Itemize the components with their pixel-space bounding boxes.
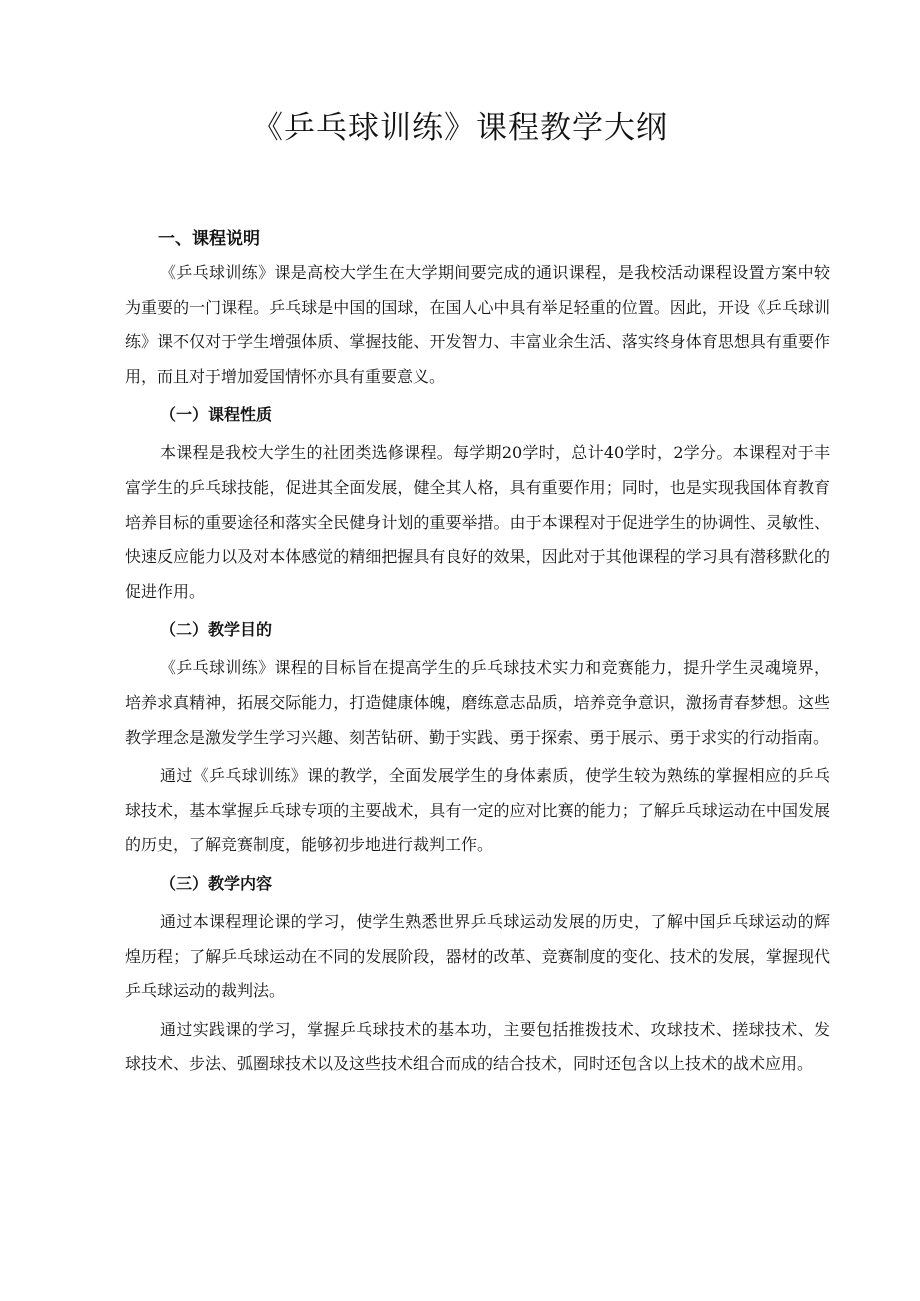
section-heading-course-description: 一、课程说明 xyxy=(158,229,260,249)
course-nature-paragraph: 本课程是我校大学生的社团类选修课程。每学期20学时，总计40学时，2学分。本课程对于丰富学生的乒乓球技能，促进其全面发展，健全其人格，具有重要作用；同时，也是实现我国体育教育培养目标的重要途径和落实全民健身计划的重要举措。由于本课程对于促进学生的协调性、灵敏性、快速反应能力以及对本体感觉的精细把握具有良好的效果，因此对于其他课程的学习具有潜移默化的促进作用。 xyxy=(125,443,830,601)
subsection-heading-teaching-content: （三）教学内容 xyxy=(160,873,273,893)
document-title: 《乒乓球训练》课程教学大纲 xyxy=(252,110,668,146)
document-body xyxy=(125,222,830,1086)
teaching-purpose-paragraph-2: 通过《乒乓球训练》课的教学，全面发展学生的身体素质，使学生较为熟练的掌握相应的乒乓球技术，基本掌握乒乓球专项的主要战术，具有一定的应对比赛的能力；了解乒乓球运动在中国发展的历史，了解竞赛制度，能够初步地进行裁判工作。 xyxy=(125,766,830,855)
teaching-content-paragraph-2: 通过实践课的学习，掌握乒乓球技术的基本功，主要包括推拨技术、攻球技术、搓球技术、发球技术、步法、弧圈球技术以及这些技术组合而成的结合技术，同时还包含以上技术的战术应用。 xyxy=(125,1019,830,1074)
teaching-purpose-paragraph-1: 《乒乓球训练》课程的目标旨在提高学生的乒乓球技术实力和竞赛能力，提升学生灵魂境界，培养求真精神，拓展交际能力，打造健康体魄，磨练意志品质，培养竞争意识，激扬青春梦想。这些教学理念是激发学生学习兴趣、刻苦钻研、勤于实践、勇于探索、勇于展示、勇于求实的行动指南。 xyxy=(125,658,830,747)
course-description-paragraph: 《乒乓球训练》课是高校大学生在大学期间要完成的通识课程，是我校活动课程设置方案中较为重要的一门课程。乒乓球是中国的国球，在国人心中具有举足轻重的位置。因此，开设《乒乓球训练》课不仅对于学生增强体质、掌握技能、开发智力、丰富业余生活、落实终身体育思想具有重要作用，而且对于增加爱国情怀亦具有重要意义。 xyxy=(125,263,830,386)
subsection-heading-course-nature: （一）课程性质 xyxy=(160,405,273,425)
teaching-content-paragraph-1: 通过本课程理论课的学习，使学生熟悉世界乒乓球运动发展的历史，了解中国乒乓球运动的辉煌历程；了解乒乓球运动在不同的发展阶段，器材的改革、竞赛制度的变化、技术的发展，掌握现代乒乓球运动的裁判法。 xyxy=(125,911,830,1001)
subsection-heading-teaching-purpose: （二）教学目的 xyxy=(160,620,273,640)
